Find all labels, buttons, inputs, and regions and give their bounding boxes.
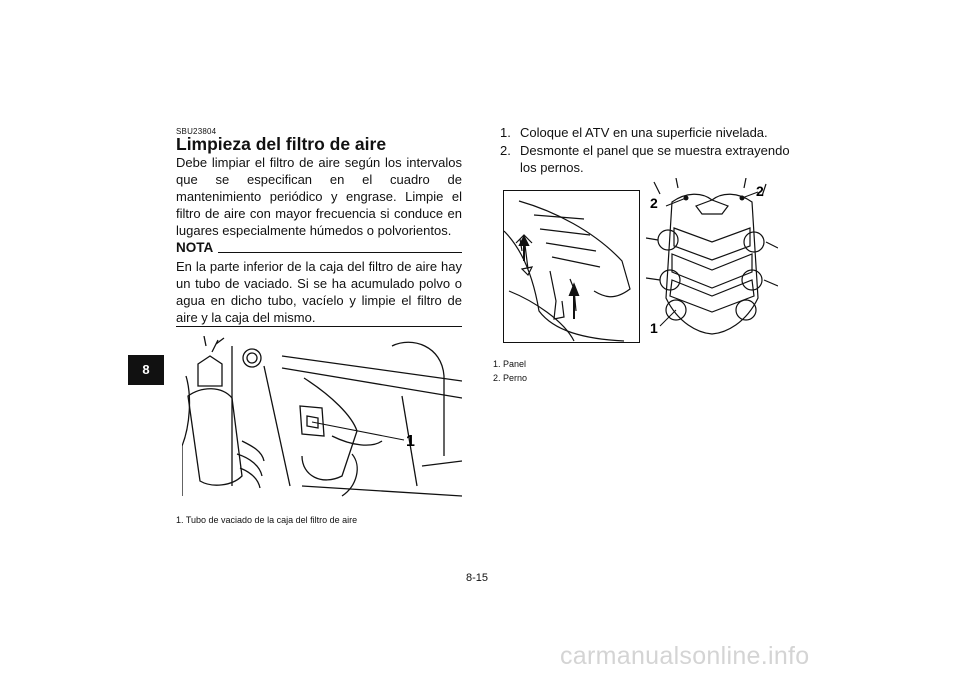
watermark: carmanualsonline.info: [560, 642, 810, 670]
intro-paragraph: Debe limpiar el filtro de aire según los intervalos que se especifican en el cuadro de mantenimiento periódico y engrase. Limpie el filtro de aire con mayor frecuencia si conduce en lugares especialmente húmedos o polvorientos.: [176, 155, 462, 238]
page-number: 8-15: [466, 572, 489, 584]
figure3-callout-2-right: 2: [756, 183, 764, 199]
front-panel-bolts-illustration: [646, 178, 778, 341]
figure3-callout-2-left: 2: [650, 195, 658, 211]
instruction-steps: [500, 124, 790, 177]
figure1-callout-1: 1: [406, 433, 415, 450]
section-code: SBU23804: [176, 127, 217, 136]
figure3-callout-1: 1: [650, 320, 658, 336]
figure1-caption: 1. Tubo de vaciado de la caja del filtro de aire: [176, 515, 358, 525]
step-number: 2.: [500, 143, 511, 158]
atv-front-inset-illustration: [503, 190, 640, 343]
section-heading: Limpieza del filtro de aire: [176, 134, 387, 154]
chapter-tab: 8: [128, 355, 164, 385]
air-filter-drain-illustration: [182, 336, 462, 508]
note-end-rule: [176, 326, 462, 327]
step-item: [500, 142, 790, 176]
caption-panel: 1. Panel: [493, 359, 527, 369]
step-text: Desmonte el panel que se muestra extrayendo los pernos.: [520, 143, 790, 175]
caption-perno: 2. Perno: [493, 373, 528, 383]
step-item: [500, 124, 790, 141]
note-text: En la parte inferior de la caja del filtro de aire hay un tubo de vaciado. Si se ha acumulado polvo o agua en dicho tubo, vacíelo y limpie el filtro de aire y la caja del mismo.: [176, 259, 462, 325]
note-rule: [218, 252, 462, 253]
note-title: NOTA: [176, 240, 214, 255]
step-text: Coloque el ATV en una superficie nivelada.: [520, 125, 768, 140]
figure2-captions: [493, 357, 527, 385]
step-number: 1.: [500, 125, 511, 140]
